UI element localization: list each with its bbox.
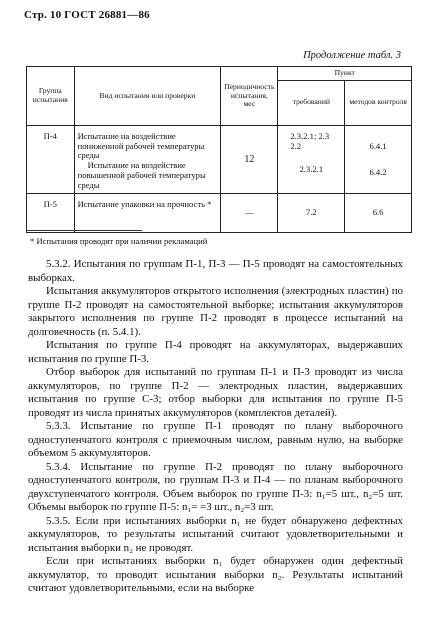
- paragraph: 5.3.5. Если при испытаниях выборки n₁ не будет обнаружено дефектных аккумуляторов, то результаты испытаний считают удовлетворительными и испытания выборки n₂ не проводят.: [28, 514, 403, 554]
- paragraph: Если при испытаниях выборки n₁ будет обнаружен один дефектный аккумулятор, то проводят испытания выборки n₂. Результаты испытаний считают удовлетворительными, если на выборке: [28, 555, 403, 594]
- footnote-rule: [26, 230, 142, 231]
- test-table: [26, 66, 412, 233]
- row-kind: [74, 125, 221, 193]
- col-kind-header: Вид испытания или проверки: [74, 67, 221, 126]
- paragraph: 5.3.2. Испытания по группам П-1, П-3 — П-5 проводят на самостоятельных выборках.: [28, 258, 403, 284]
- col-methods-header: методов контроля: [345, 80, 412, 125]
- row-methods: [345, 125, 412, 193]
- paragraph: 5.3.3. Испытание по группе П-1 проводят по плану выборочного одноступенчатого контроля с приемочным числом, равным нулю, на выборке объемом 5 аккумуляторов.: [28, 420, 403, 459]
- row-req-b: 2.3.2.1: [299, 164, 324, 175]
- page-header: Стр. 10 ГОСТ 26881—86: [24, 9, 150, 21]
- col-period-header: Периодичность испытания, мес: [221, 67, 278, 126]
- col-point-header: Пункт: [278, 67, 412, 81]
- row-req-a: 2.3.2.1; 2.3 2.2: [290, 130, 330, 151]
- row-period: 12: [221, 125, 278, 193]
- col-req-header: требований: [278, 80, 345, 125]
- col-group-header: Группа испытания: [27, 67, 75, 126]
- row-req: [278, 125, 345, 193]
- row-period: —: [221, 193, 278, 232]
- paragraph: 5.3.4. Испытание по группе П-2 проводят по плану выборочного одноступенчатого контроля, по группам П-3 и П-4 — по планам выборочного двухступенчатого контроля. Объем выборок по группе П-3: n₁=5 шт., n₂=5 шт. Объемы выборок по группе П-5: n₁= =3 шт., n₂=3 шт.: [28, 460, 403, 513]
- table-row: [27, 125, 412, 193]
- paragraph: Отбор выборок для испытаний по группам П-1 и П-3 проводят из числа аккумуляторов, по группе П-2 — электродных пластин, выдержавших испытания по группе С-3; отбор выборки для испытания по группе П-5 проводят из числа принятых аккумуляторов (комплектов деталей).: [28, 366, 403, 419]
- paragraph: Испытания аккумуляторов открытого исполнения (электродных пластин) по группе П-2 проводят на самостоятельной выборке; испытания аккумуляторов закрытого исполнения по группе П-2 проводят в процессе испытаний на долговечность (п. 5.4.1).: [28, 285, 403, 338]
- table-continuation-label: Продолжение табл. 3: [303, 50, 401, 61]
- row-meth-a: 6.4.1: [369, 140, 387, 151]
- row-kind-a: Испытание на воздействие пониженной рабочей температуры среды: [77, 130, 205, 161]
- paragraph: Испытания по группе П-4 проводят на аккумуляторах, выдержавших испытания по группе П-3.: [28, 339, 403, 365]
- row-group: П-5: [27, 193, 75, 232]
- table-header-row: [27, 67, 412, 81]
- row-meth-b: 6.4.2: [369, 166, 387, 177]
- row-group: П-4: [27, 125, 75, 193]
- table-row: [27, 193, 412, 232]
- body-text: [28, 258, 403, 596]
- row-kind-b: Испытание на воздействие повышенной рабочей температуры среды: [77, 160, 206, 191]
- footnote: * Испытания проводят при наличии рекламаций: [30, 236, 208, 246]
- row-kind-a: Испытание упаковки на прочность *: [74, 193, 221, 232]
- row-meth-a: 6.6: [345, 193, 412, 232]
- row-req-a: 7.2: [278, 193, 345, 232]
